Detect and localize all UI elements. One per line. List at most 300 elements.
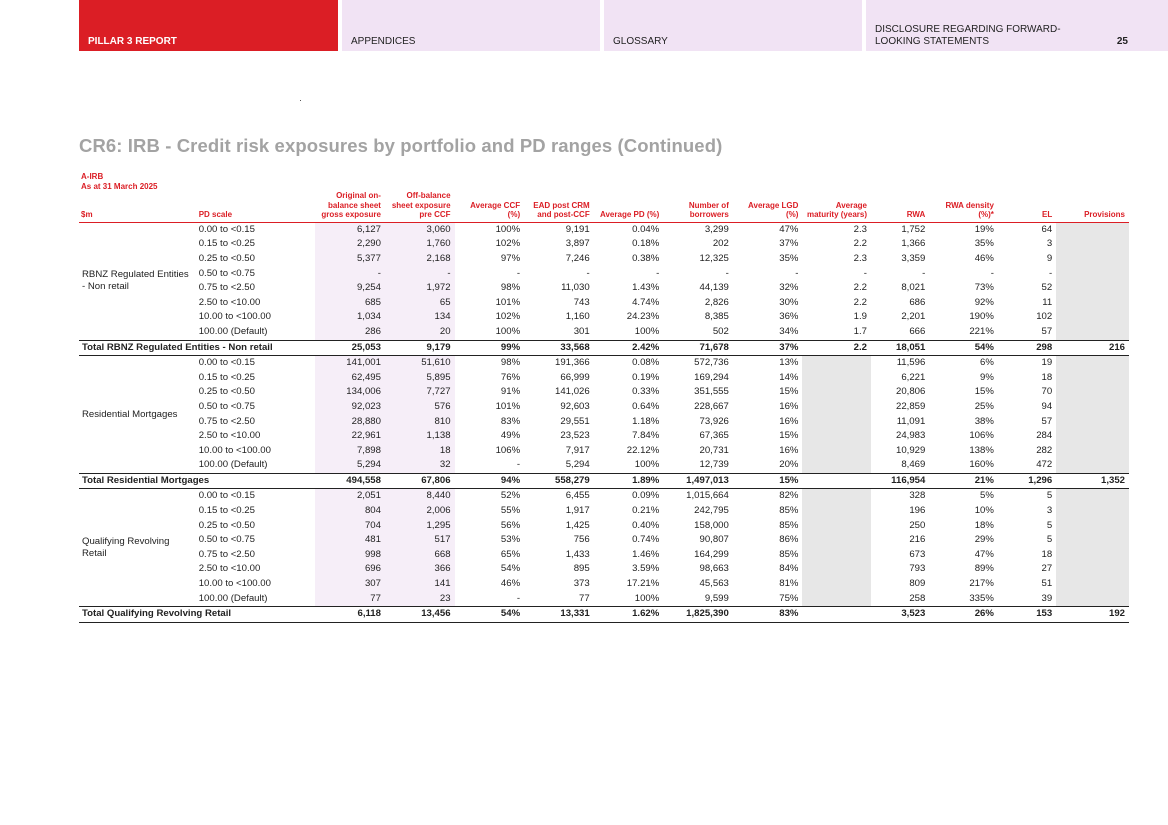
table-cell: 29% (974, 534, 994, 546)
table-cell (802, 548, 871, 563)
table-cell (802, 429, 871, 444)
table-cell: 7.84% (632, 430, 660, 442)
pd-range: 10.00 to <100.00 (198, 311, 271, 323)
table-cell: 2.2 (853, 238, 867, 250)
pd-range: 0.15 to <0.25 (198, 238, 255, 250)
table-cell: 14% (779, 371, 799, 383)
table-cell: 57 (1041, 325, 1053, 337)
table-row (79, 458, 1129, 473)
total-cell: 54% (929, 340, 998, 356)
provisions-cell-blank (1056, 267, 1129, 282)
provisions-cell-blank (1056, 489, 1129, 504)
total-cell: 13,456 (385, 607, 455, 623)
table-cell: 47% (974, 548, 994, 560)
table-cell: 5 (1046, 534, 1053, 546)
stray-dot (300, 100, 301, 101)
table-cell: 18 (1041, 548, 1053, 560)
table-cell: 4.74% (632, 296, 660, 308)
table-row (79, 237, 1129, 252)
column-header: Original on-balance sheet gross exposure (315, 172, 385, 222)
header-meta-date: As at 31 March 2025 (81, 181, 158, 191)
table-cell: 102% (495, 238, 521, 250)
pd-range: 0.00 to <0.15 (198, 223, 255, 235)
total-cell: 2.2 (802, 340, 871, 356)
pd-range: 100.00 (Default) (198, 592, 268, 604)
credit-risk-table (79, 172, 1129, 623)
table-row (79, 281, 1129, 296)
table-cell: 2,201 (901, 311, 926, 323)
table-cell: 141,001 (315, 356, 385, 371)
credit-risk-table-container (79, 172, 1129, 623)
table-cell: 57 (1041, 415, 1053, 427)
table-cell: 5 (1046, 519, 1053, 531)
table-cell: - (990, 267, 994, 279)
table-cell: 190% (969, 311, 994, 323)
table-cell: 53% (500, 534, 521, 546)
provisions-cell-blank (1056, 371, 1129, 386)
table-cell: 250 (909, 519, 926, 531)
table-cell: 100% (634, 592, 660, 604)
table-cell: 85% (779, 519, 799, 531)
total-cell: 216 (1056, 340, 1129, 356)
table-cell: 228,667 (694, 400, 729, 412)
total-label: Total Qualifying Revolving Retail (79, 607, 315, 623)
table-cell: 89% (974, 563, 994, 575)
table-cell: 1,917 (565, 505, 590, 517)
table-cell: 23 (385, 592, 455, 607)
header-meta (79, 172, 197, 222)
table-cell: 0.19% (632, 371, 660, 383)
table-cell: 44,139 (699, 282, 729, 294)
table-cell: 502 (712, 325, 729, 337)
pd-range: 10.00 to <100.00 (198, 578, 271, 590)
table-cell: 217% (969, 578, 994, 590)
table-cell: 22,961 (315, 429, 385, 444)
table-cell: 24,983 (895, 430, 926, 442)
total-label: Total RBNZ Regulated Entities - Non retail (79, 340, 315, 356)
table-cell: 6,221 (901, 371, 926, 383)
table-cell: - (656, 267, 660, 279)
table-cell: 2,826 (704, 296, 729, 308)
total-row (79, 340, 1129, 356)
table-cell: 3,359 (901, 252, 926, 264)
pd-range: 0.15 to <0.25 (198, 505, 255, 517)
table-row (79, 548, 1129, 563)
table-cell: 1,366 (901, 238, 926, 250)
header-meta-basis: A-IRB (81, 172, 104, 181)
table-cell: 5,294 (565, 459, 590, 471)
table-cell: 83% (500, 415, 521, 427)
table-cell: - (315, 267, 385, 282)
table-cell (802, 489, 871, 504)
column-header: RWA (871, 172, 929, 222)
nav-tab-label: DISCLOSURE REGARDING FORWARD-LOOKING STATEMENTS (875, 24, 1061, 47)
provisions-cell-blank (1056, 252, 1129, 267)
table-cell: 793 (909, 563, 926, 575)
table-cell: - (385, 267, 455, 282)
total-cell: 25,053 (315, 340, 385, 356)
header-row (79, 172, 1129, 222)
table-row (79, 444, 1129, 459)
table-cell: 49% (500, 430, 521, 442)
table-cell: 65 (385, 296, 455, 311)
table-cell: 169,294 (694, 371, 729, 383)
provisions-cell-blank (1056, 458, 1129, 473)
table-cell: 3,897 (565, 238, 590, 250)
pd-range: 0.00 to <0.15 (198, 357, 255, 369)
table-cell: 56% (500, 519, 521, 531)
table-cell: 100% (634, 325, 660, 337)
pd-range: 0.00 to <0.15 (198, 490, 255, 502)
total-cell: 99% (455, 340, 525, 356)
table-cell: 1,425 (565, 519, 590, 531)
total-cell: 54% (455, 607, 525, 623)
table-cell: 160% (969, 459, 994, 471)
total-cell: 3,523 (871, 607, 929, 623)
table-cell: 5 (1046, 490, 1053, 502)
table-cell: 35% (974, 238, 994, 250)
provisions-cell-blank (1056, 519, 1129, 534)
provisions-cell-blank (1056, 548, 1129, 563)
table-cell: 46% (500, 578, 521, 590)
table-cell: - (725, 267, 729, 279)
table-cell: 23,523 (560, 430, 590, 442)
table-cell: 1,752 (901, 223, 926, 235)
table-cell: 2.3 (853, 252, 867, 264)
table-cell: 18 (1041, 371, 1053, 383)
pd-range: 10.00 to <100.00 (198, 444, 271, 456)
column-header: Provisions (1056, 172, 1129, 222)
table-cell: 64 (1041, 223, 1053, 235)
table-cell: 8,469 (901, 459, 926, 471)
table-cell: 45,563 (699, 578, 729, 590)
table-cell: 38% (974, 415, 994, 427)
table-cell: - (516, 459, 521, 471)
table-cell: 92% (974, 296, 994, 308)
table-cell: 0.21% (632, 505, 660, 517)
pd-range: 0.25 to <0.50 (198, 252, 255, 264)
table-cell: 517 (385, 533, 455, 548)
table-cell: 1,433 (565, 548, 590, 560)
table-cell: 9,599 (704, 592, 729, 604)
table-cell: 141,026 (555, 386, 590, 398)
total-cell: 1,497,013 (663, 473, 733, 489)
nav-tab-pillar3-report[interactable] (79, 0, 338, 51)
page-number: 25 (1116, 36, 1128, 47)
table-cell: 30% (779, 296, 799, 308)
pd-range: 2.50 to <10.00 (198, 430, 261, 442)
table-cell: 35% (779, 252, 799, 264)
table-cell: 19% (974, 223, 994, 235)
pd-range: 0.75 to <2.50 (198, 415, 255, 427)
table-cell: 28,880 (315, 415, 385, 430)
table-cell: 76% (500, 371, 521, 383)
table-cell: 18% (974, 519, 994, 531)
table-row (79, 429, 1129, 444)
table-cell: 18 (385, 444, 455, 459)
table-cell: 7,917 (565, 444, 590, 456)
table-cell: 2,290 (315, 237, 385, 252)
table-cell: 81% (779, 578, 799, 590)
table-cell (802, 577, 871, 592)
table-cell: - (922, 267, 926, 279)
column-header: Average PD (%) (594, 172, 664, 222)
total-cell: 94% (455, 473, 525, 489)
table-cell (802, 562, 871, 577)
table-cell: 1,160 (565, 311, 590, 323)
table-cell: 8,440 (385, 489, 455, 504)
total-cell: 1,352 (1056, 473, 1129, 489)
column-header: Average maturity (years) (802, 172, 871, 222)
table-cell: 164,299 (694, 548, 729, 560)
table-cell: 1,034 (315, 310, 385, 325)
table-cell: 301 (573, 325, 590, 337)
table-cell: 7,898 (315, 444, 385, 459)
total-cell: 1,296 (998, 473, 1056, 489)
table-cell: 9% (980, 371, 994, 383)
table-cell: 810 (385, 415, 455, 430)
table-cell: 686 (909, 296, 926, 308)
column-header: RWA density (%)* (929, 172, 998, 222)
page-title: CR6: IRB - Credit risk exposures by portfolio and PD ranges (Continued) (79, 135, 723, 156)
total-row (79, 473, 1129, 489)
provisions-cell-blank (1056, 533, 1129, 548)
table-cell: 82% (779, 490, 799, 502)
table-cell: 92,603 (560, 400, 590, 412)
table-row (79, 356, 1129, 371)
table-cell: 0.08% (632, 357, 660, 369)
table-cell: 32% (779, 282, 799, 294)
total-cell: 558,279 (524, 473, 594, 489)
table-cell: 15% (974, 386, 994, 398)
table-cell: 16% (779, 400, 799, 412)
table-cell: 17.21% (626, 578, 660, 590)
provisions-cell-blank (1056, 310, 1129, 325)
table-cell: 576 (385, 400, 455, 415)
table-cell: 11,030 (561, 282, 590, 294)
pd-range: 0.25 to <0.50 (198, 519, 255, 531)
table-cell: 52% (500, 490, 521, 502)
table-cell: 85% (779, 548, 799, 560)
table-cell: 36% (779, 311, 799, 323)
table-cell: 22,859 (895, 400, 926, 412)
pd-range: 0.50 to <0.75 (198, 267, 255, 279)
total-cell: 192 (1056, 607, 1129, 623)
table-cell: 101% (495, 400, 521, 412)
table-cell: 11 (1042, 296, 1053, 308)
table-cell: 3 (1046, 505, 1053, 517)
table-cell: 258 (909, 592, 926, 604)
total-cell: 13,331 (524, 607, 594, 623)
table-cell: - (1049, 267, 1053, 279)
table-cell: 10% (974, 505, 994, 517)
total-cell: 153 (998, 607, 1056, 623)
table-cell: 335% (969, 592, 994, 604)
table-cell: 73,926 (699, 415, 729, 427)
table-cell: 102 (1036, 311, 1053, 323)
table-cell: 0.04% (632, 223, 660, 235)
provisions-cell-blank (1056, 504, 1129, 519)
table-cell: 1,138 (385, 429, 455, 444)
total-cell (802, 607, 871, 623)
table-cell: 46% (974, 252, 994, 264)
table-cell: 97% (500, 252, 521, 264)
table-cell: 7,727 (385, 385, 455, 400)
table-row (79, 325, 1129, 340)
table-cell: 141 (385, 577, 455, 592)
table-cell: 3,060 (385, 222, 455, 237)
table-cell: 0.38% (632, 252, 660, 264)
table-cell: 86% (779, 534, 799, 546)
table-cell: 8,385 (704, 311, 729, 323)
total-cell: 6,118 (315, 607, 385, 623)
provisions-cell-blank (1056, 281, 1129, 296)
table-row (79, 415, 1129, 430)
table-cell: 66,999 (560, 371, 590, 383)
table-cell: 7,246 (565, 252, 590, 264)
table-cell: 756 (573, 534, 590, 546)
table-cell: 2,168 (385, 252, 455, 267)
table-cell: 98% (500, 282, 521, 294)
table-row (79, 504, 1129, 519)
table-cell: 20,731 (699, 444, 729, 456)
total-row (79, 607, 1129, 623)
table-cell: 282 (1036, 444, 1053, 456)
table-row (79, 562, 1129, 577)
table-cell: 351,555 (694, 386, 729, 398)
table-cell (802, 371, 871, 386)
table-cell: 101% (495, 296, 521, 308)
table-row (79, 489, 1129, 504)
table-cell: 92,023 (315, 400, 385, 415)
provisions-cell-blank (1056, 415, 1129, 430)
table-row (79, 310, 1129, 325)
table-cell: 75% (779, 592, 799, 604)
header-meta-unit: $m (81, 210, 93, 220)
table-cell: 55% (500, 505, 521, 517)
table-row (79, 296, 1129, 311)
provisions-cell-blank (1056, 237, 1129, 252)
nav-tab-disclosure[interactable] (866, 0, 1168, 51)
nav-tab-label: GLOSSARY (613, 36, 668, 47)
table-cell: 90,807 (699, 534, 729, 546)
table-cell: 9 (1046, 252, 1053, 264)
table-cell: 37% (779, 238, 799, 250)
table-cell: 24.23% (626, 311, 660, 323)
table-cell: 5% (980, 490, 994, 502)
column-header: Average CCF (%) (455, 172, 525, 222)
nav-tab-glossary[interactable] (604, 0, 862, 51)
table-cell: 2.2 (853, 296, 867, 308)
portfolio-label: RBNZ Regulated Entities - Non retail (82, 269, 189, 293)
table-cell: 696 (315, 562, 385, 577)
total-cell: 18,051 (871, 340, 929, 356)
table-cell: 1,295 (385, 519, 455, 534)
table-cell: 284 (1036, 430, 1053, 442)
table-cell: - (795, 267, 799, 279)
table-cell: 743 (573, 296, 590, 308)
table-cell: 1.7 (853, 325, 867, 337)
total-cell: 494,558 (315, 473, 385, 489)
column-header: Average LGD (%) (733, 172, 803, 222)
table-cell: 77 (315, 592, 385, 607)
table-cell: 0.64% (632, 400, 660, 412)
table-cell: 54% (500, 563, 521, 575)
table-cell: 32 (385, 458, 455, 473)
table-cell: 1.43% (632, 282, 660, 294)
table-cell: 5,377 (315, 252, 385, 267)
total-cell: 9,179 (385, 340, 455, 356)
nav-tab-appendices[interactable] (342, 0, 600, 51)
table-cell: 1,015,664 (686, 490, 729, 502)
table-row (79, 519, 1129, 534)
pd-range: 2.50 to <10.00 (198, 563, 261, 575)
table-cell: 62,495 (315, 371, 385, 386)
table-cell: 98% (500, 357, 521, 369)
table-row (79, 222, 1129, 237)
column-header: Number of borrowers (663, 172, 733, 222)
table-cell: 1.18% (632, 415, 660, 427)
table-cell: 100% (634, 459, 660, 471)
table-cell: 91% (500, 386, 521, 398)
column-header: EL (998, 172, 1056, 222)
total-cell (802, 473, 871, 489)
pd-range: 100.00 (Default) (198, 459, 268, 471)
table-cell: 5,895 (385, 371, 455, 386)
pd-range: 0.25 to <0.50 (198, 386, 255, 398)
table-cell: 373 (573, 578, 590, 590)
table-cell: 29,551 (560, 415, 590, 427)
table-cell: 6,455 (565, 490, 590, 502)
table-cell: 0.09% (632, 490, 660, 502)
table-cell: 19 (1041, 357, 1053, 369)
table-row (79, 577, 1129, 592)
table-cell: 15% (779, 430, 799, 442)
provisions-cell-blank (1056, 325, 1129, 340)
table-cell: 27 (1041, 563, 1053, 575)
table-cell: 1.9 (853, 311, 867, 323)
total-cell: 33,568 (524, 340, 594, 356)
table-cell: 804 (315, 504, 385, 519)
table-cell: 307 (315, 577, 385, 592)
table-cell: 12,325 (699, 252, 729, 264)
table-cell: 47% (779, 223, 799, 235)
provisions-cell-blank (1056, 562, 1129, 577)
pd-range: 0.50 to <0.75 (198, 534, 255, 546)
table-cell: 73% (974, 282, 994, 294)
table-cell: 6,127 (315, 222, 385, 237)
table-cell: 20% (779, 459, 799, 471)
table-cell (802, 592, 871, 607)
table-cell: 3,299 (704, 223, 729, 235)
table-cell: 0.40% (632, 519, 660, 531)
table-cell (802, 533, 871, 548)
table-cell: - (516, 592, 521, 604)
provisions-cell-blank (1056, 577, 1129, 592)
pd-range: 100.00 (Default) (198, 325, 268, 337)
table-cell: 10,929 (895, 444, 926, 456)
total-cell: 67,806 (385, 473, 455, 489)
pd-range: 0.75 to <2.50 (198, 282, 255, 294)
total-cell: 1.62% (594, 607, 664, 623)
table-cell (802, 519, 871, 534)
table-row (79, 371, 1129, 386)
table-cell: 1,972 (385, 281, 455, 296)
table-cell: 84% (779, 563, 799, 575)
total-label: Total Residential Mortgages (79, 473, 315, 489)
top-navigation (79, 0, 1168, 51)
table-cell: 138% (969, 444, 994, 456)
